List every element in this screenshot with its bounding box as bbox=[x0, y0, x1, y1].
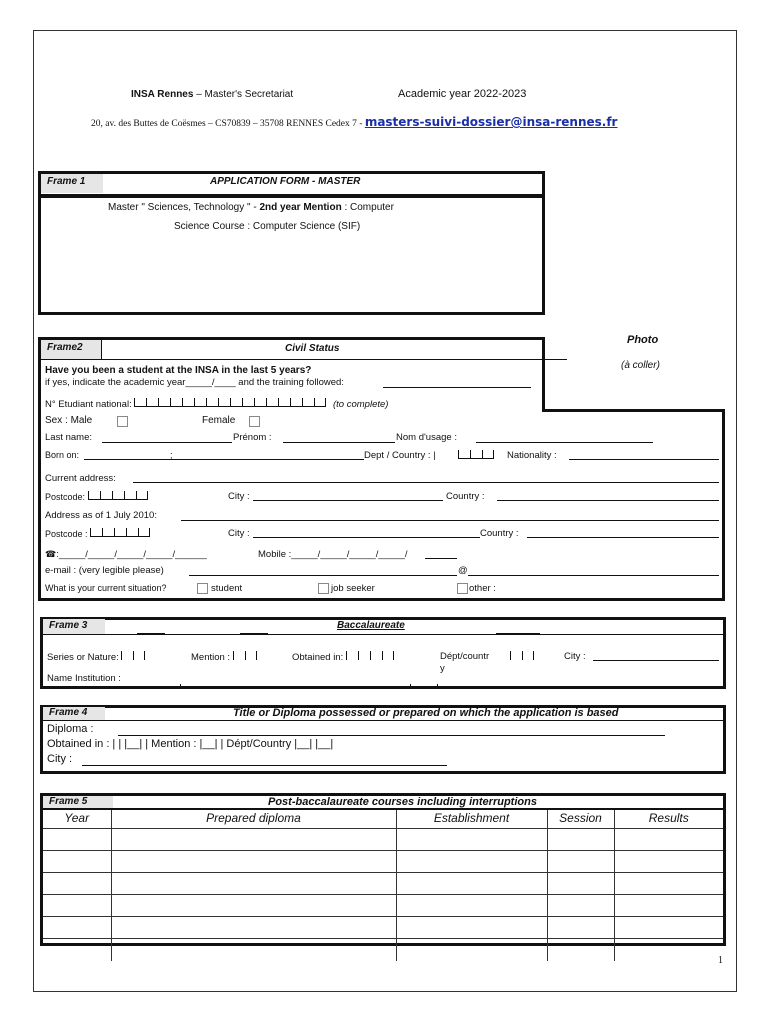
cell-establishment[interactable] bbox=[396, 895, 547, 917]
insa-student-question: Have you been a student at the INSA in the last 5 years? bbox=[45, 365, 312, 376]
postcode-label: Postcode: bbox=[45, 492, 86, 502]
series-field[interactable] bbox=[121, 651, 145, 660]
obtained-label: Obtained in: bbox=[292, 652, 344, 663]
cell-session[interactable] bbox=[547, 895, 614, 917]
phone-row bbox=[45, 549, 207, 560]
job-seeker-checkbox[interactable] bbox=[318, 583, 329, 594]
cell-results[interactable] bbox=[614, 917, 723, 939]
cell-diploma[interactable] bbox=[111, 895, 396, 917]
frame2-step-border bbox=[542, 409, 725, 412]
bac-city-field[interactable] bbox=[593, 660, 719, 661]
cell-diploma[interactable] bbox=[111, 917, 396, 939]
bac-city-label: City : bbox=[564, 651, 586, 662]
cell-results[interactable] bbox=[614, 939, 723, 961]
table-row bbox=[43, 917, 723, 939]
dept-country-label: Dept / Country : | bbox=[364, 450, 436, 461]
cell-results[interactable] bbox=[614, 829, 723, 851]
frame1-tab: Frame 1 bbox=[41, 174, 103, 193]
course-line: Science Course : Computer Science (SIF) bbox=[174, 221, 361, 232]
page-number: 1 bbox=[718, 955, 723, 966]
nom-usage-label: Nom d'usage : bbox=[396, 432, 457, 443]
frame2-tab: Frame2 bbox=[41, 340, 101, 359]
mention-row bbox=[191, 651, 257, 663]
frame3-header-divider bbox=[43, 634, 723, 635]
table-row bbox=[43, 829, 723, 851]
phone-icon: ☎ bbox=[45, 549, 57, 559]
address-july-field[interactable] bbox=[181, 520, 719, 521]
prenom-field[interactable] bbox=[283, 442, 395, 443]
academic-year: Academic year 2022-2023 bbox=[398, 88, 527, 100]
col-establishment: Establishment bbox=[396, 810, 547, 829]
cell-year[interactable] bbox=[43, 917, 111, 939]
table-row bbox=[43, 851, 723, 873]
other-checkbox[interactable] bbox=[457, 583, 468, 594]
mobile-field-end bbox=[425, 558, 457, 559]
col-year: Year bbox=[43, 810, 111, 829]
diploma-label: Diploma : bbox=[47, 723, 94, 735]
to-complete-note: (to complete) bbox=[333, 399, 389, 410]
series-label: Series or Nature: bbox=[47, 652, 119, 663]
diploma-city-label: City : bbox=[47, 753, 73, 765]
current-address-label: Current address: bbox=[45, 473, 116, 484]
student-checkbox[interactable] bbox=[197, 583, 208, 594]
student-number-row bbox=[45, 398, 388, 410]
student-number-label: N° Etudiant national: bbox=[45, 399, 132, 410]
frame3-header-tick2 bbox=[240, 633, 268, 634]
cell-diploma[interactable] bbox=[111, 851, 396, 873]
frame4-tab: Frame 4 bbox=[43, 707, 105, 720]
obtained-in-field[interactable]: Obtained in : | | |__| | Mention : |__| | Dépt/Country |__| |__| bbox=[47, 738, 334, 750]
cell-establishment[interactable] bbox=[396, 917, 547, 939]
master-text-b: 2nd year Mention bbox=[259, 202, 342, 213]
diploma-field[interactable] bbox=[118, 735, 665, 736]
dept-country-field[interactable] bbox=[458, 450, 494, 459]
frame2-header-divider bbox=[41, 359, 545, 360]
courses-header-row bbox=[43, 810, 723, 829]
last-name-field[interactable] bbox=[102, 442, 232, 443]
prenom-label: Prénom : bbox=[233, 432, 272, 443]
country-field[interactable] bbox=[497, 500, 719, 501]
frame3-footer-tick2 bbox=[410, 684, 411, 689]
frame5-tab: Frame 5 bbox=[43, 796, 113, 808]
address-july-label: Address as of 1 July 2010: bbox=[45, 510, 157, 521]
cell-establishment[interactable] bbox=[396, 873, 547, 895]
postcode2-label: Postcode : bbox=[45, 529, 88, 539]
frame3-tab: Frame 3 bbox=[43, 619, 105, 634]
frame2-tab-divider bbox=[101, 340, 102, 359]
col-results: Results bbox=[614, 810, 723, 829]
master-mention-line bbox=[108, 202, 394, 213]
org-secretariat: – Master's Secretariat bbox=[193, 89, 294, 100]
frame2-right-border-lower bbox=[722, 409, 725, 601]
frame2-left-border bbox=[38, 337, 41, 601]
frame3-footer-tick1 bbox=[180, 684, 181, 689]
frame3-footer-tick3 bbox=[437, 684, 438, 689]
address-line bbox=[91, 115, 617, 129]
born-on-label: Born on: bbox=[45, 450, 80, 460]
postcode-row bbox=[45, 491, 148, 502]
frame2-title: Civil Status bbox=[285, 343, 340, 354]
born-on-field[interactable] bbox=[84, 459, 364, 460]
table-row bbox=[43, 939, 723, 961]
photo-title: Photo bbox=[627, 334, 659, 346]
city2-label: City : bbox=[228, 528, 250, 539]
cell-establishment[interactable] bbox=[396, 939, 547, 961]
job-seeker-option-label: job seeker bbox=[331, 583, 375, 594]
cell-results[interactable] bbox=[614, 851, 723, 873]
nom-usage-field[interactable] bbox=[476, 442, 653, 443]
cell-year[interactable] bbox=[43, 829, 111, 851]
born-semicolon: ; bbox=[170, 450, 173, 460]
frame5-title: Post-baccalaureate courses including interruptions bbox=[268, 796, 537, 808]
col-prepared-diploma: Prepared diploma bbox=[111, 810, 396, 829]
email-local-field[interactable] bbox=[189, 575, 457, 576]
female-checkbox[interactable] bbox=[249, 416, 260, 427]
training-followed-field[interactable] bbox=[383, 387, 531, 388]
dept-country-bac-field[interactable] bbox=[510, 651, 534, 660]
other-option-label: other : bbox=[469, 583, 496, 594]
student-option-label: student bbox=[211, 583, 243, 594]
cell-diploma[interactable] bbox=[111, 939, 396, 961]
frame2-right-border-upper bbox=[542, 337, 545, 412]
cell-session[interactable] bbox=[547, 851, 614, 873]
cell-diploma[interactable] bbox=[111, 873, 396, 895]
mention-label: Mention : bbox=[191, 652, 231, 663]
cell-year[interactable] bbox=[43, 895, 111, 917]
student-number-field[interactable] bbox=[134, 398, 326, 407]
city-label: City : bbox=[228, 491, 250, 502]
sex-label: Sex : Male bbox=[45, 415, 93, 426]
mobile-field[interactable]: Mobile :_____/_____/_____/_____/ bbox=[258, 549, 408, 560]
cell-session[interactable] bbox=[547, 917, 614, 939]
postcode-field[interactable] bbox=[88, 491, 148, 500]
city-field[interactable] bbox=[253, 500, 443, 501]
frame1-title: APPLICATION FORM - MASTER bbox=[210, 176, 361, 187]
obtained-row bbox=[292, 651, 394, 663]
frame4-header-divider bbox=[43, 720, 723, 721]
country2-label: Country : bbox=[480, 528, 519, 539]
table-row bbox=[43, 873, 723, 895]
nationality-label: Nationality : bbox=[507, 450, 557, 461]
postcode2-row bbox=[45, 528, 150, 539]
female-label: Female bbox=[202, 415, 236, 426]
diploma-city-field[interactable] bbox=[82, 765, 447, 766]
email-label: e-mail : (very legible please) bbox=[45, 565, 164, 576]
situation-label: What is your current situation? bbox=[45, 583, 167, 593]
master-text-c: : Computer bbox=[341, 202, 394, 213]
cell-year[interactable] bbox=[43, 873, 111, 895]
address-text: 20, av. des Buttes de Coësmes – CS70839 – 35708 RENNES Cedex 7 - bbox=[91, 119, 365, 129]
email-domain-field[interactable] bbox=[468, 575, 719, 576]
org-line bbox=[131, 89, 293, 100]
courses-body bbox=[43, 829, 723, 961]
cell-establishment[interactable] bbox=[396, 851, 547, 873]
series-row bbox=[47, 651, 145, 663]
cell-year[interactable] bbox=[43, 851, 111, 873]
table-row bbox=[43, 895, 723, 917]
phone-field[interactable]: :_____/_____/_____/_____/______ bbox=[56, 549, 207, 560]
nationality-field[interactable] bbox=[569, 459, 719, 460]
frame3-header-tick1 bbox=[137, 633, 165, 634]
mention-field[interactable] bbox=[233, 651, 257, 660]
cell-session[interactable] bbox=[547, 873, 614, 895]
courses-table bbox=[43, 810, 723, 961]
male-checkbox[interactable] bbox=[117, 416, 128, 427]
frame2-header-extension bbox=[545, 359, 567, 360]
cell-results[interactable] bbox=[614, 895, 723, 917]
cell-year[interactable] bbox=[43, 939, 111, 961]
country-label: Country : bbox=[446, 491, 485, 502]
frame4-title: Title or Diploma possessed or prepared on which the application is based bbox=[233, 707, 619, 719]
city2-field[interactable] bbox=[253, 537, 480, 538]
dept-country-bac-label-b: y bbox=[440, 663, 445, 674]
institution-label: Name Institution : bbox=[47, 673, 121, 684]
postcode2-field[interactable] bbox=[90, 528, 150, 537]
cell-session[interactable] bbox=[547, 829, 614, 851]
current-address-field[interactable] bbox=[133, 482, 719, 483]
frame2-bottom-border bbox=[38, 598, 725, 601]
cell-session[interactable] bbox=[547, 939, 614, 961]
org-name: INSA Rennes bbox=[131, 89, 194, 100]
obtained-field[interactable] bbox=[346, 651, 394, 660]
frame2-top-border bbox=[38, 337, 545, 340]
contact-email-link[interactable]: masters-suivi-dossier@insa-rennes.fr bbox=[364, 115, 618, 129]
cell-diploma[interactable] bbox=[111, 829, 396, 851]
email-at: @ bbox=[458, 565, 468, 576]
academic-year-question: if yes, indicate the academic year_____/____ and the training followed: bbox=[45, 377, 344, 388]
last-name-label: Last name: bbox=[45, 432, 92, 443]
frame3-header-tick3 bbox=[496, 633, 540, 634]
master-text-a: Master " Sciences, Technology " - bbox=[108, 202, 260, 213]
country2-field[interactable] bbox=[527, 537, 719, 538]
frame1-body bbox=[38, 195, 545, 315]
photo-subtitle: (à coller) bbox=[621, 360, 660, 371]
col-session: Session bbox=[547, 810, 614, 829]
cell-results[interactable] bbox=[614, 873, 723, 895]
frame3-title: Baccalaureate bbox=[337, 620, 405, 631]
cell-establishment[interactable] bbox=[396, 829, 547, 851]
dept-country-bac-label-a: Dépt/countr bbox=[440, 651, 490, 662]
